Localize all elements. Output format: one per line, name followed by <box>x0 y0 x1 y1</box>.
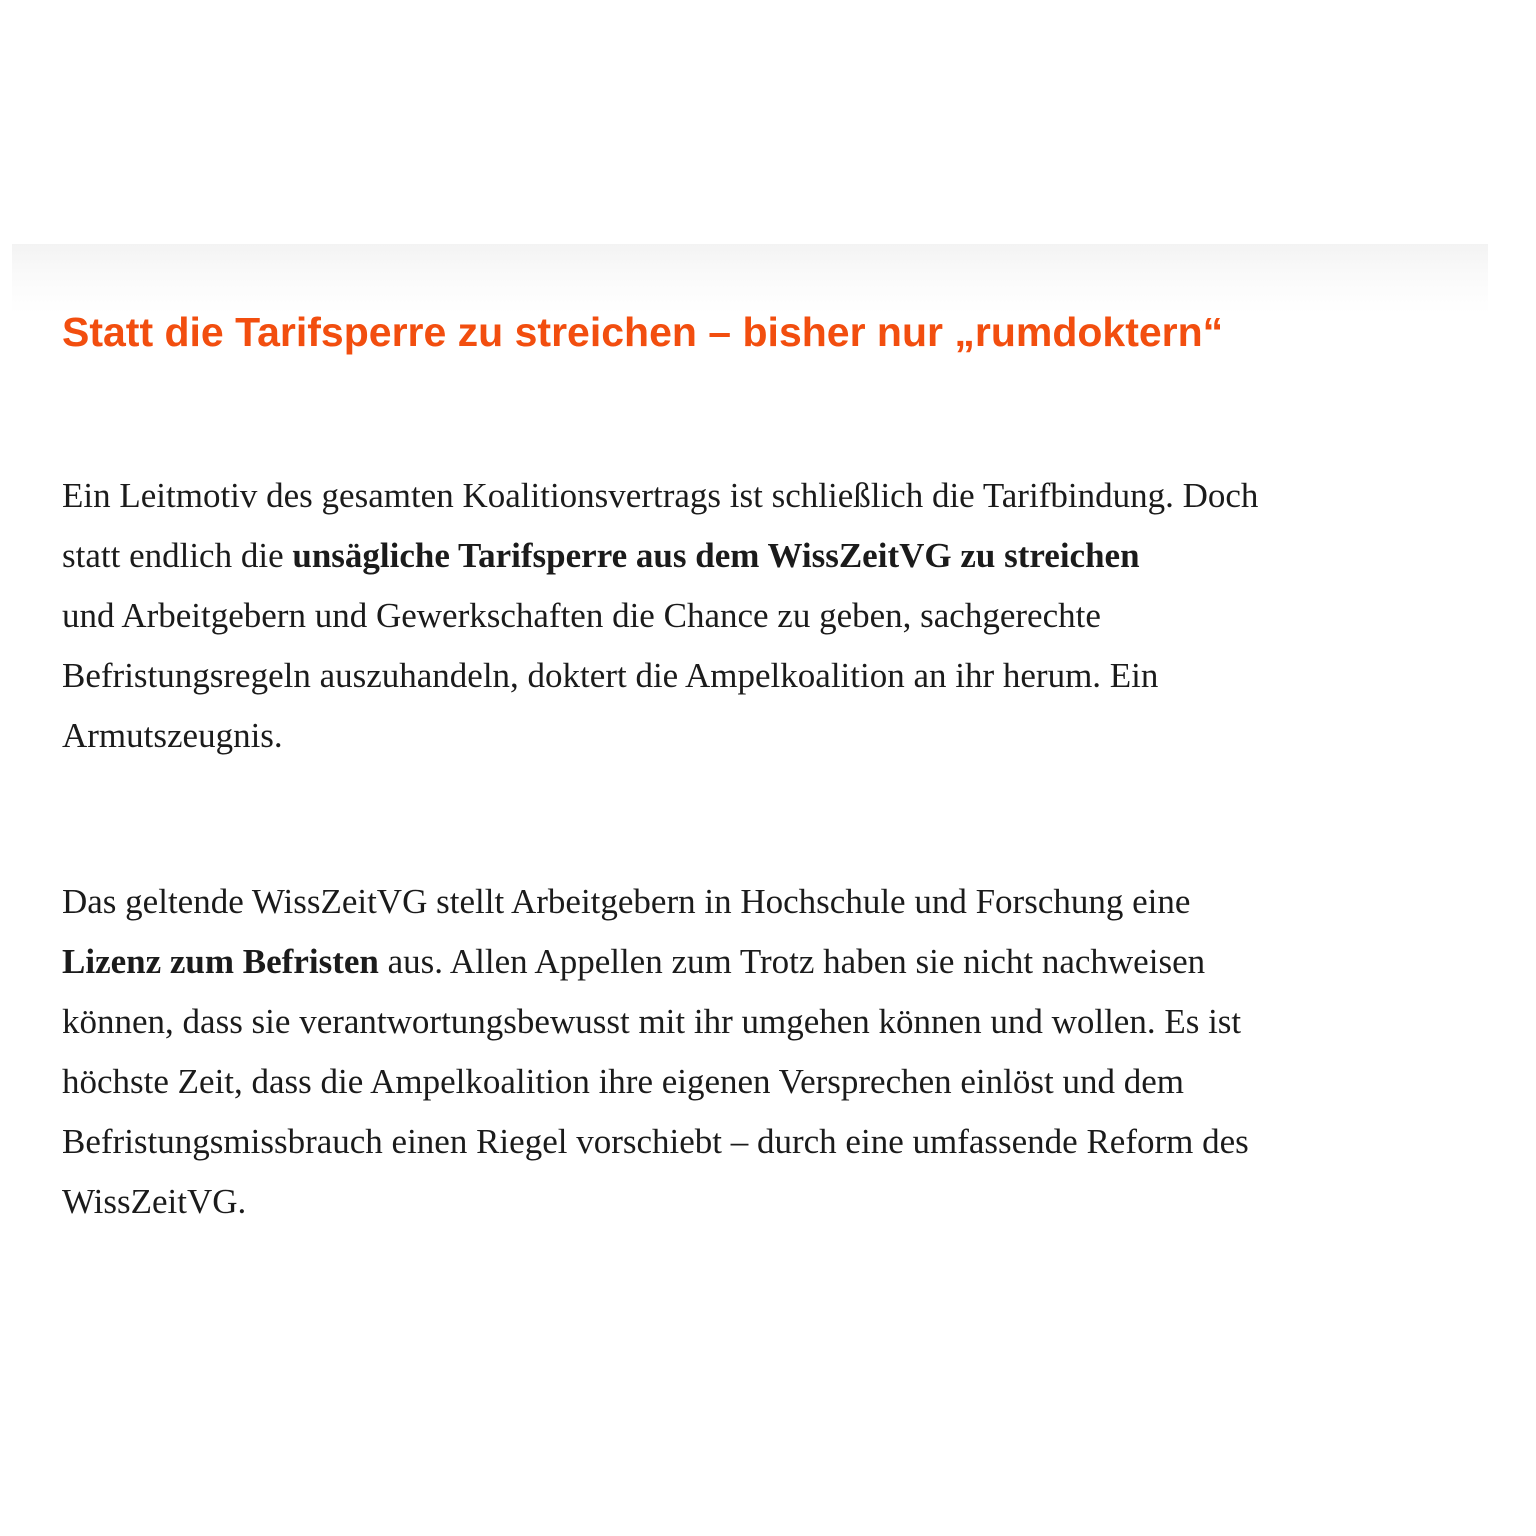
paragraph-line <box>62 526 1462 586</box>
paragraph-line: WissZeitVG. <box>62 1182 247 1221</box>
article-section <box>62 300 1462 1232</box>
paragraph-line: Ein Leitmotiv des gesamten Koalitionsvertrags ist schließlich die Tarifbindung. Doch <box>62 476 1259 515</box>
paragraph-line: können, dass sie verantwortungsbewusst mit ihr umgehen können und wollen. Es ist <box>62 1002 1242 1041</box>
section-heading: Statt die Tarifsperre zu streichen – bisher nur „rumdoktern“ <box>62 309 1224 355</box>
bold-phrase-tarifsperre: unsägliche Tarifsperre aus dem WissZeitVG zu streichen <box>292 536 1140 575</box>
paragraph-line: Armutszeugnis. <box>62 716 283 755</box>
bold-phrase-lizenz: Lizenz zum Befristen <box>62 942 379 981</box>
paragraph-text: statt endlich die <box>62 536 293 575</box>
paragraph-line: Befristungsmissbrauch einen Riegel vorschiebt – durch eine umfassende Reform des <box>62 1122 1249 1161</box>
paragraph-line: und Arbeitgebern und Gewerkschaften die Chance zu geben, sachgerechte <box>62 596 1101 635</box>
paragraph-text: aus. Allen Appellen zum Trotz haben sie nicht nachweisen <box>378 942 1206 981</box>
paragraph-wisszeitvg <box>62 872 1462 1232</box>
paragraph-line: Das geltende WissZeitVG stellt Arbeitgebern in Hochschule und Forschung eine <box>62 882 1191 921</box>
paragraph-line: Befristungsregeln auszuhandeln, doktert die Ampelkoalition an ihr herum. Ein <box>62 656 1159 695</box>
paragraph-tarifbindung <box>62 466 1462 766</box>
paragraph-line: höchste Zeit, dass die Ampelkoalition ihre eigenen Versprechen einlöst und dem <box>62 1062 1184 1101</box>
paragraph-line <box>62 932 1462 992</box>
